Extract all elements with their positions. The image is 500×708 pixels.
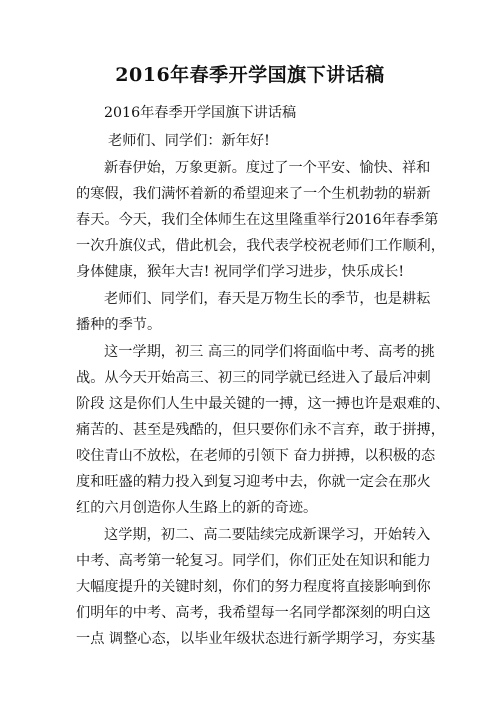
paragraph-line: 大幅度提升的关键时刻，你们的努力程度将直接影响到你 — [76, 579, 431, 595]
paragraph-line: 红的六月创造你人生路上的新的奇迹。 — [76, 500, 318, 516]
paragraph-line: 们明年的中考、高考，我希望每一名同学都深刻的明白这 — [76, 605, 431, 621]
paragraph-line: 度和旺盛的精力投入到复习迎考中去，你就一定会在那火 — [76, 474, 431, 490]
paragraph-line: 老师们、同学们，春天是万物生长的季节，也是耕耘 — [104, 291, 431, 307]
paragraph-line: 战。从今天开始高三、初三的同学就已经进入了最后冲刺 — [76, 370, 431, 386]
paragraph-line: 阶段 这是你们人生中最关键的一搏，这一搏也许是艰难的、 — [76, 396, 450, 412]
paragraph-line: 痛苦的、甚至是残酷的，但只要你们永不言弃，敢于拼搏， — [76, 422, 445, 438]
paragraph-line: 春天。今天，我们全体师生在这里隆重举行2016年春季第 — [76, 212, 439, 228]
paragraph-line: 的寒假，我们满怀着新的希望迎来了一个生机勃勃的崭新 — [76, 186, 431, 202]
paragraph-line: 中考、高考第一轮复习。同学们，你们正处在知识和能力 — [76, 553, 431, 569]
paragraph-line: 一次升旗仪式，借此机会，我代表学校祝老师们工作顺利， — [76, 238, 445, 254]
paragraph-line: 一点 调整心态，以毕业年级状态进行新学期学习，夯实基 — [76, 631, 436, 647]
document-title: 2016年春季开学国旗下讲话稿 — [115, 64, 385, 86]
greeting-line: 老师们、同学们：新年好! — [108, 133, 270, 149]
paragraph-line: 播种的季节。 — [76, 317, 162, 333]
paragraph-line: 这学期，初二、高二要陆续完成新课学习，开始转入 — [104, 527, 431, 543]
document-subtitle: 2016年春季开学国旗下讲话稿 — [104, 105, 297, 121]
paragraph-line: 身体健康，猴年大吉! 祝同学们学习进步，快乐成长! — [76, 264, 405, 280]
paragraph-line: 新春伊始，万象更新。度过了一个平安、愉快、祥和 — [104, 160, 431, 176]
paragraph-line: 咬住青山不放松，在老师的引领下 奋力拼搏，以积极的态 — [76, 448, 436, 464]
paragraph-line: 这一学期，初三 高三的同学们将面临中考、高考的挑 — [104, 344, 435, 360]
